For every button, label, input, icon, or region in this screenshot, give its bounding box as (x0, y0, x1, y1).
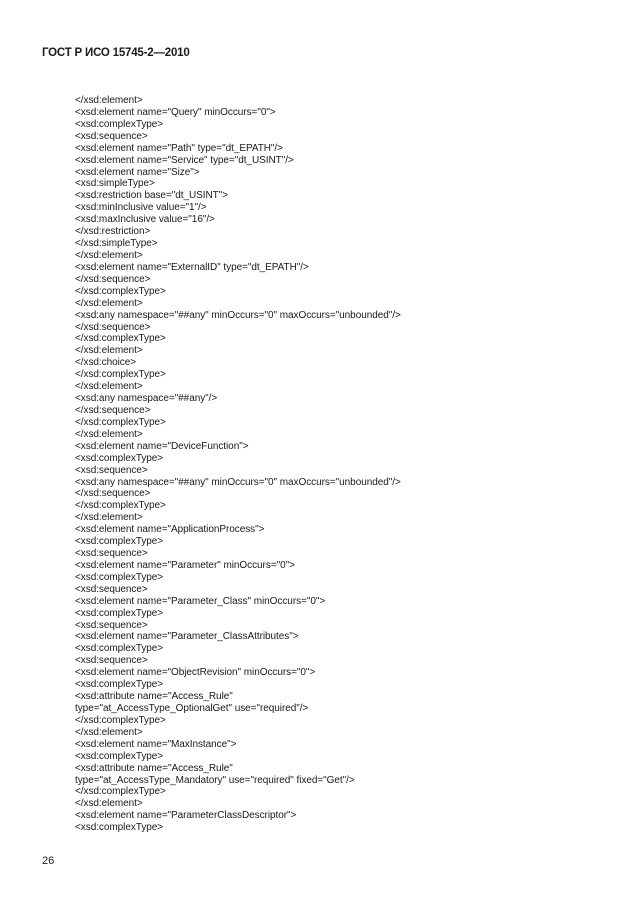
code-line: type="at_AccessType_OptionalGet" use="required"/> (75, 703, 309, 715)
code-line: <xsd:any namespace="##any" minOccurs="0" maxOccurs="unbounded"/> (75, 476, 401, 488)
code-line: </xsd:complexType> (75, 714, 166, 726)
code-line: <xsd:element name="MaxInstance"> (75, 738, 237, 750)
code-line: <xsd:element name="Path" type="dt_EPATH"/> (75, 142, 283, 154)
code-line: <xsd:element name="Service" type="dt_USINT"/> (75, 154, 294, 166)
code-line: </xsd:complexType> (75, 369, 166, 381)
code-line: </xsd:sequence> (75, 488, 151, 500)
code-line: <xsd:maxInclusive value="16"/> (75, 214, 215, 226)
code-line: <xsd:element name="Size"> (75, 166, 200, 178)
code-line: </xsd:choice> (75, 357, 137, 369)
code-line: </xsd:restriction> (75, 226, 151, 238)
code-line: <xsd:sequence> (75, 655, 148, 667)
code-line: <xsd:any namespace="##any"/> (75, 393, 218, 405)
code-line: type="at_AccessType_Mandatory" use="required" fixed="Get"/> (75, 774, 355, 786)
code-line: </xsd:element> (75, 249, 143, 261)
code-line: <xsd:complexType> (75, 750, 164, 762)
code-line: <xsd:attribute name="Access_Rule" (75, 691, 233, 703)
code-line: </xsd:complexType> (75, 500, 166, 512)
code-line: <xsd:complexType> (75, 643, 164, 655)
code-line: <xsd:element name="Parameter_ClassAttributes"> (75, 631, 299, 643)
code-line: <xsd:element name="Parameter" minOccurs="0"> (75, 559, 295, 571)
code-line: </xsd:sequence> (75, 404, 151, 416)
code-line: <xsd:complexType> (75, 118, 164, 130)
code-line: <xsd:element name="ApplicationProcess"> (75, 524, 265, 536)
code-line: </xsd:element> (75, 297, 143, 309)
code-line: <xsd:element name="Query" minOccurs="0"> (75, 106, 276, 118)
code-line: </xsd:element> (75, 428, 143, 440)
code-line: <xsd:minInclusive value="1"/> (75, 202, 207, 214)
code-line: </xsd:element> (75, 95, 143, 106)
code-line: <xsd:sequence> (75, 548, 148, 560)
code-line: <xsd:element name="ParameterClassDescriptor"> (75, 810, 297, 822)
code-line: <xsd:complexType> (75, 536, 164, 548)
code-line: <xsd:complexType> (75, 679, 164, 691)
code-line: <xsd:element name="ExternalID" type="dt_EPATH"/> (75, 261, 309, 273)
code-line: <xsd:sequence> (75, 464, 148, 476)
page-number: 26 (42, 855, 55, 867)
code-line: <xsd:any namespace="##any" minOccurs="0" maxOccurs="unbounded"/> (75, 309, 401, 321)
code-line: <xsd:complexType> (75, 822, 164, 834)
code-line: <xsd:simpleType> (75, 178, 155, 190)
code-line: <xsd:element name="DeviceFunction"> (75, 440, 249, 452)
code-line: <xsd:complexType> (75, 607, 164, 619)
code-line: <xsd:sequence> (75, 130, 148, 142)
code-line: </xsd:element> (75, 512, 143, 524)
code-line: <xsd:sequence> (75, 619, 148, 631)
code-line: <xsd:attribute name="Access_Rule" (75, 762, 233, 774)
code-line: </xsd:sequence> (75, 273, 151, 285)
code-line: </xsd:complexType> (75, 786, 166, 798)
code-line: </xsd:complexType> (75, 416, 166, 428)
code-line: <xsd:complexType> (75, 571, 164, 583)
code-line: </xsd:complexType> (75, 333, 166, 345)
code-line: </xsd:simpleType> (75, 238, 158, 250)
code-line: <xsd:complexType> (75, 452, 164, 464)
code-line: </xsd:element> (75, 381, 143, 393)
code-line: <xsd:element name="Parameter_Class" minOccurs="0"> (75, 595, 326, 607)
code-line: <xsd:restriction base="dt_USINT"> (75, 190, 229, 202)
code-line: </xsd:element> (75, 726, 143, 738)
code-line: </xsd:sequence> (75, 321, 151, 333)
code-line: </xsd:element> (75, 345, 143, 357)
document-header: ГОСТ Р ИСО 15745-2—2010 (42, 47, 190, 59)
code-line: <xsd:element name="ObjectRevision" minOccurs="0"> (75, 667, 316, 679)
code-line: </xsd:complexType> (75, 285, 166, 297)
xsd-code-listing (75, 95, 401, 834)
code-line: </xsd:element> (75, 798, 143, 810)
code-line: <xsd:sequence> (75, 583, 148, 595)
